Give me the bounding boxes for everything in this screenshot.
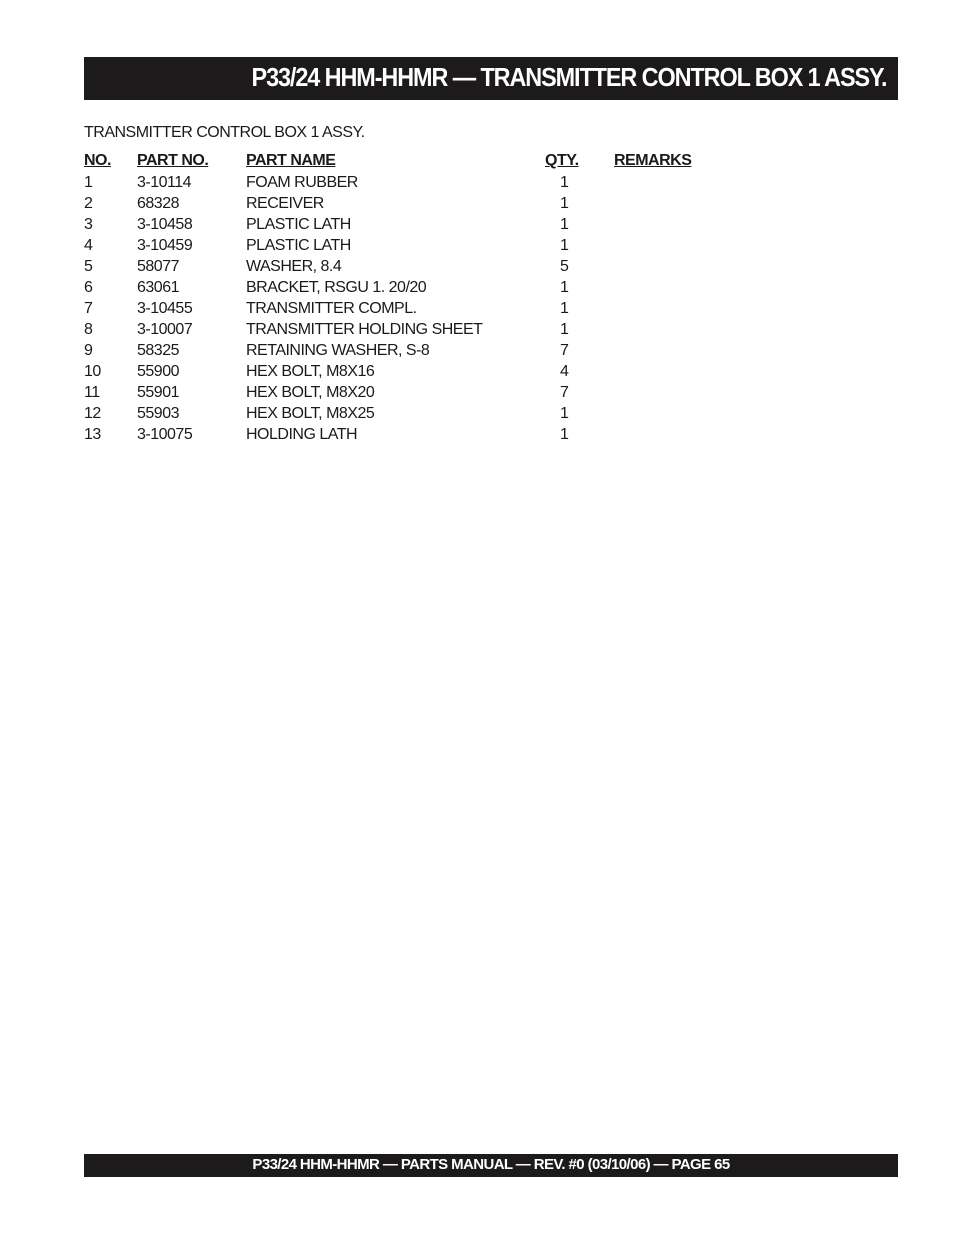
cell-remarks xyxy=(614,277,734,298)
cell-qty: 5 xyxy=(560,258,569,275)
cell-part-no: 3-10455 xyxy=(137,300,193,317)
cell-remarks xyxy=(614,172,734,193)
footer-text: P33/24 HHM-HHMR — PARTS MANUAL — REV. #0 (03/10/06) — PAGE 65 xyxy=(252,1156,730,1173)
cell-no: 13 xyxy=(84,426,101,443)
cell-no: 8 xyxy=(84,321,93,338)
cell-part-no: 58077 xyxy=(137,258,179,275)
cell-part-name: FOAM RUBBER xyxy=(246,174,358,191)
table-row xyxy=(84,319,734,340)
section-label: TRANSMITTER CONTROL BOX 1 ASSY. xyxy=(84,124,365,141)
cell-qty: 1 xyxy=(560,237,569,254)
title-bar xyxy=(84,57,898,100)
column-header-qty: QTY. xyxy=(545,152,579,169)
cell-part-name: BRACKET, RSGU 1. 20/20 xyxy=(246,279,427,296)
cell-part-name: HEX BOLT, M8X16 xyxy=(246,363,375,380)
column-header-remarks: REMARKS xyxy=(614,152,692,169)
cell-part-no: 55900 xyxy=(137,363,179,380)
cell-qty: 7 xyxy=(560,384,569,401)
column-header-part-name: PART NAME xyxy=(246,152,336,169)
cell-qty: 4 xyxy=(560,363,569,380)
cell-no: 11 xyxy=(84,384,100,401)
table-row xyxy=(84,403,734,424)
cell-part-no: 63061 xyxy=(137,279,179,296)
cell-no: 9 xyxy=(84,342,93,359)
column-header-no: NO. xyxy=(84,152,111,169)
cell-part-no: 3-10007 xyxy=(137,321,193,338)
cell-no: 5 xyxy=(84,258,93,275)
footer-bar xyxy=(84,1154,898,1177)
cell-qty: 7 xyxy=(560,342,569,359)
cell-remarks xyxy=(614,340,734,361)
cell-part-name: HEX BOLT, M8X20 xyxy=(246,384,375,401)
table-row xyxy=(84,340,734,361)
cell-part-name: WASHER, 8.4 xyxy=(246,258,342,275)
cell-no: 6 xyxy=(84,279,93,296)
cell-remarks xyxy=(614,361,734,382)
cell-part-name: TRANSMITTER COMPL. xyxy=(246,300,417,317)
cell-part-name: PLASTIC LATH xyxy=(246,216,351,233)
cell-remarks xyxy=(614,424,734,445)
table-row xyxy=(84,382,734,403)
cell-no: 4 xyxy=(84,237,93,254)
table-row xyxy=(84,277,734,298)
cell-remarks xyxy=(614,214,734,235)
cell-remarks xyxy=(614,403,734,424)
cell-part-name: RETAINING WASHER, S-8 xyxy=(246,342,430,359)
cell-qty: 1 xyxy=(560,174,569,191)
parts-table-body xyxy=(84,172,734,445)
cell-no: 1 xyxy=(84,174,93,191)
cell-qty: 1 xyxy=(560,405,569,422)
cell-qty: 1 xyxy=(560,300,569,317)
column-header-part-no: PART NO. xyxy=(137,152,209,169)
cell-part-name: RECEIVER xyxy=(246,195,324,212)
page-title: P33/24 HHM-HHMR — TRANSMITTER CONTROL BOX 1 ASSY. xyxy=(251,62,886,92)
cell-part-no: 55903 xyxy=(137,405,179,422)
cell-part-no: 3-10114 xyxy=(137,174,192,191)
table-row xyxy=(84,256,734,277)
table-row xyxy=(84,172,734,193)
cell-qty: 1 xyxy=(560,426,569,443)
cell-part-no: 68328 xyxy=(137,195,179,212)
table-header-row xyxy=(84,150,734,172)
cell-part-no: 3-10458 xyxy=(137,216,193,233)
cell-part-no: 3-10075 xyxy=(137,426,193,443)
cell-part-name: HOLDING LATH xyxy=(246,426,358,443)
table-row xyxy=(84,193,734,214)
cell-remarks xyxy=(614,235,734,256)
table-row xyxy=(84,214,734,235)
cell-part-name: HEX BOLT, M8X25 xyxy=(246,405,375,422)
cell-no: 3 xyxy=(84,216,93,233)
table-row xyxy=(84,298,734,319)
cell-qty: 1 xyxy=(560,195,569,212)
cell-remarks xyxy=(614,298,734,319)
cell-no: 2 xyxy=(84,195,93,212)
cell-part-no: 58325 xyxy=(137,342,179,359)
cell-remarks xyxy=(614,382,734,403)
cell-qty: 1 xyxy=(560,279,569,296)
cell-part-no: 3-10459 xyxy=(137,237,193,254)
cell-part-name: PLASTIC LATH xyxy=(246,237,351,254)
table-row xyxy=(84,424,734,445)
cell-qty: 1 xyxy=(560,321,569,338)
parts-table xyxy=(84,150,734,445)
table-row xyxy=(84,361,734,382)
cell-no: 12 xyxy=(84,405,101,422)
table-row xyxy=(84,235,734,256)
cell-remarks xyxy=(614,256,734,277)
cell-no: 10 xyxy=(84,363,101,380)
cell-part-no: 55901 xyxy=(137,384,179,401)
cell-remarks xyxy=(614,319,734,340)
cell-no: 7 xyxy=(84,300,93,317)
cell-qty: 1 xyxy=(560,216,569,233)
cell-remarks xyxy=(614,193,734,214)
cell-part-name: TRANSMITTER HOLDING SHEET xyxy=(246,321,483,338)
